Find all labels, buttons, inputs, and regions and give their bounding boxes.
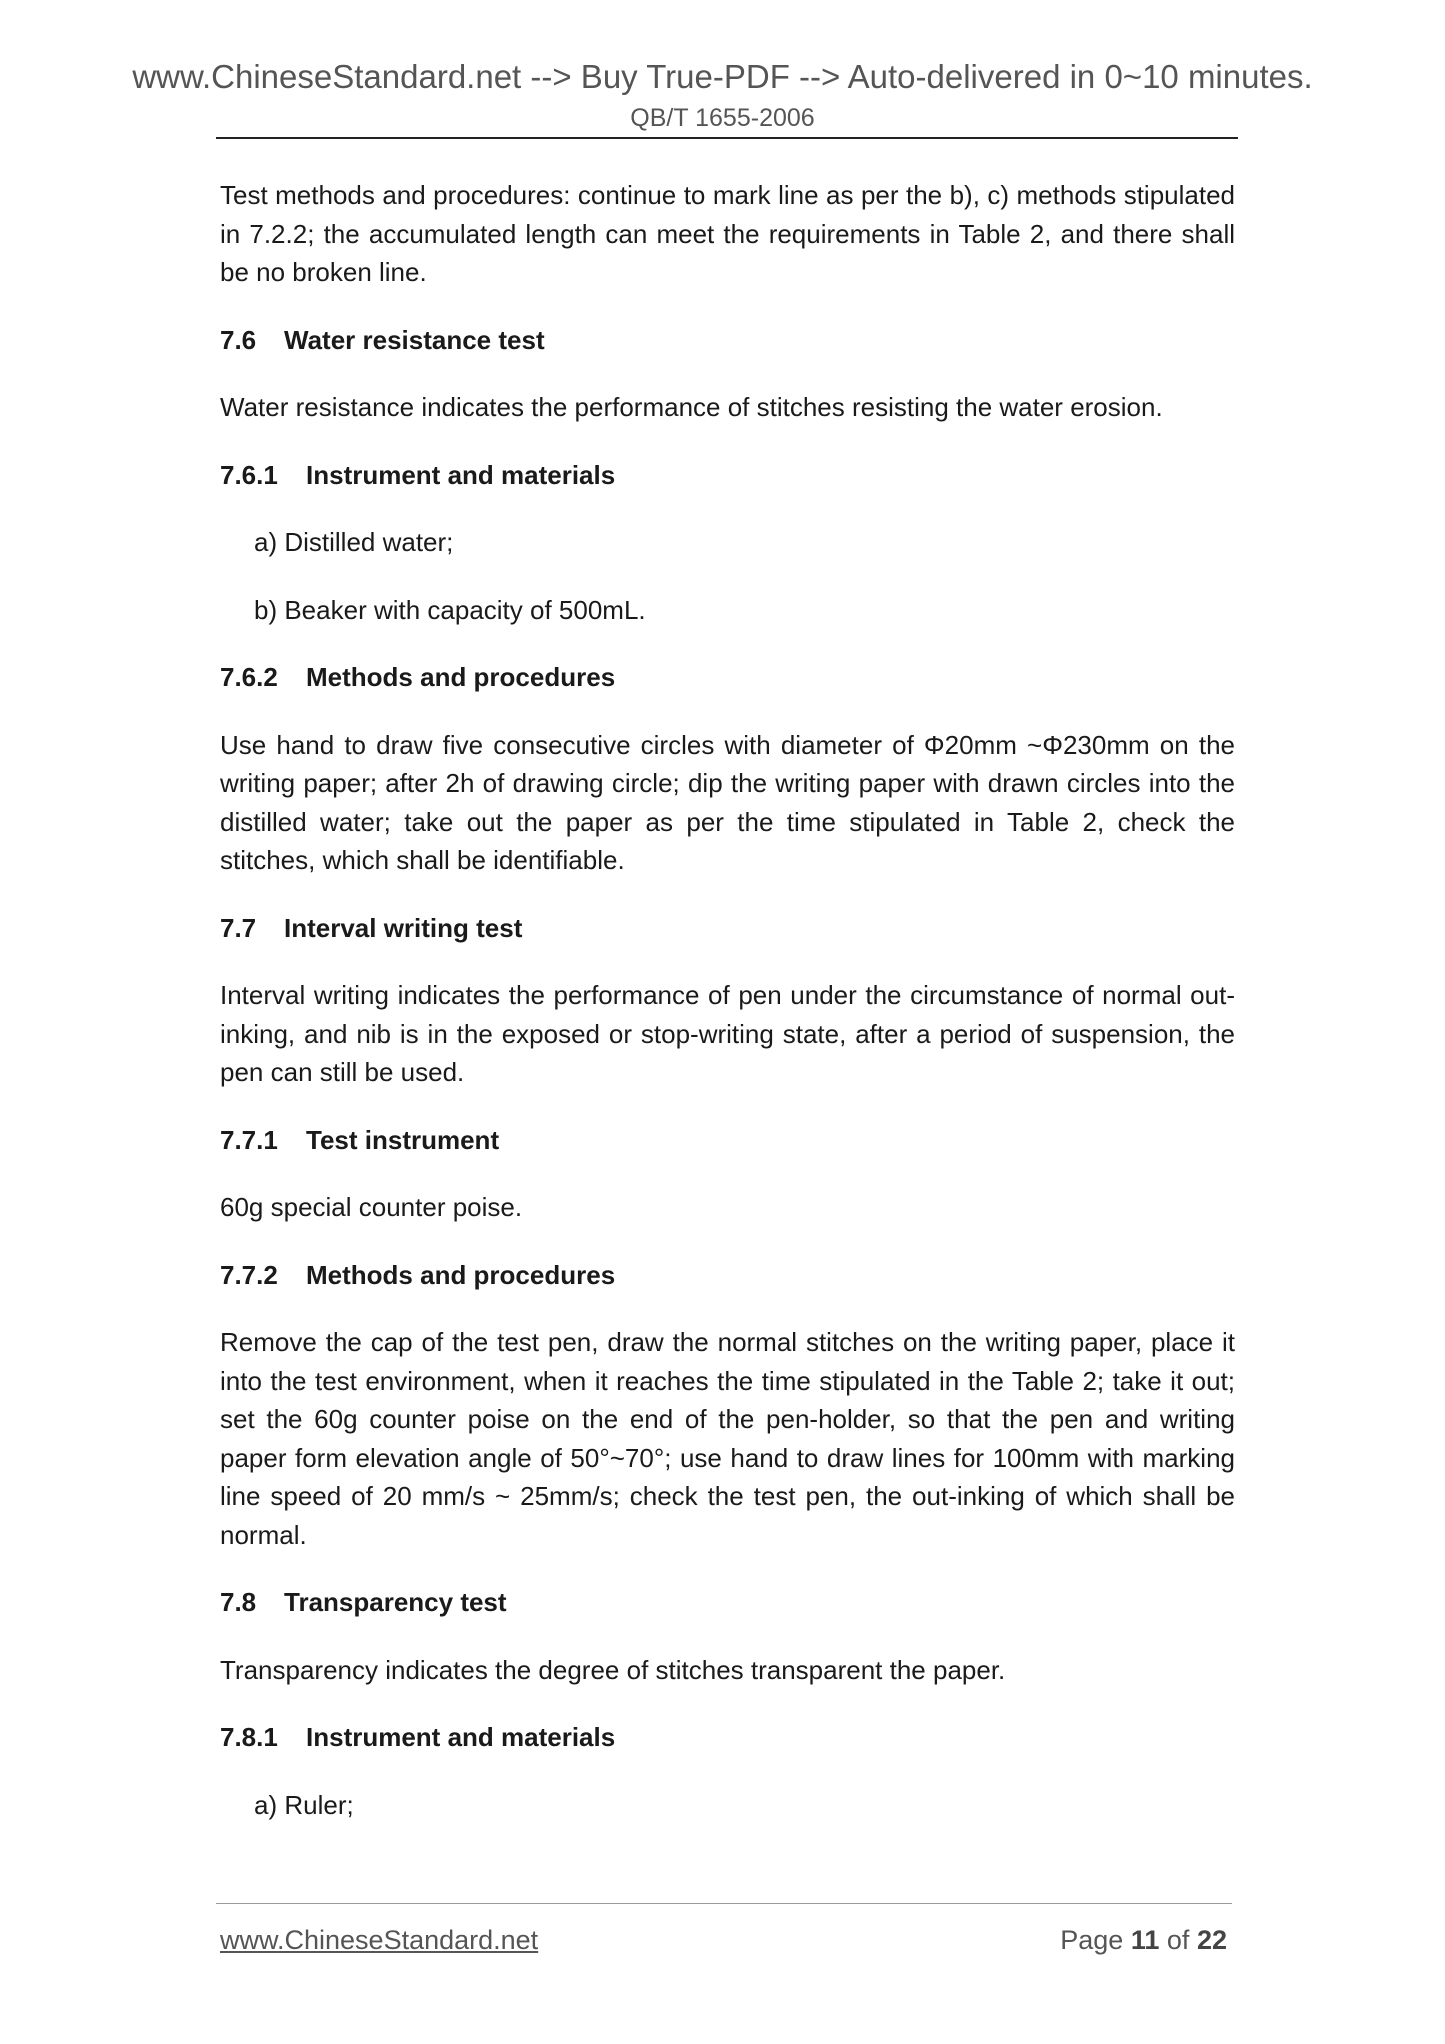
header-banner: www.ChineseStandard.net --> Buy True-PDF --> Auto-delivered in 0~10 minutes. — [132, 58, 1313, 95]
document-body — [220, 176, 1235, 1853]
section-paragraph: Remove the cap of the test pen, draw the normal stitches on the writing paper, place it into the test environment, when it reaches the time stipulated in the Table 2; take it out; set the 60g counter poise on the end of the pen-holder, so that the pen and writing paper form elevation angle of 50°~70°; use hand to draw lines for 100mm with marking line speed of 20 mm/s ~ 25mm/s; check the test pen, the out-inking of which shall be normal. — [220, 1327, 1235, 1550]
section-paragraph: Water resistance indicates the performance of stitches resisting the water erosion. — [220, 392, 1163, 422]
section-title: Methods and procedures — [306, 1259, 616, 1290]
list-item: a) Ruler; — [254, 1789, 354, 1820]
section-title: Instrument and materials — [306, 1722, 616, 1752]
intro-paragraph: Test methods and procedures: continue to mark line as per the b), c) methods stipulated in 7.2.2; the accumulated length can meet the requirements in Table 2, and there shall be no broken line. — [220, 180, 1235, 287]
list-item: a) Distilled water; — [254, 527, 454, 557]
section-heading-7-6-2 — [220, 658, 1235, 697]
section-paragraph: 60g special counter poise. — [220, 1192, 523, 1222]
page-of: of — [1166, 1925, 1190, 1955]
page-current: 11 — [1130, 1925, 1160, 1955]
page-total: 22 — [1196, 1925, 1227, 1955]
section-title: Test instrument — [306, 1124, 500, 1155]
section-number: 7.7 — [220, 912, 257, 943]
section-heading-7-7-1 — [220, 1121, 1235, 1160]
section-heading-7-6 — [220, 321, 1235, 360]
section-heading-7-7 — [220, 909, 1235, 948]
footer-divider — [216, 1903, 1232, 1904]
section-title: Interval writing test — [284, 912, 523, 943]
header-divider — [216, 137, 1238, 139]
section-number: 7.7.1 — [220, 1124, 278, 1155]
page-word: Page — [1060, 1925, 1124, 1955]
page-indicator — [1060, 1925, 1227, 1956]
section-paragraph: Use hand to draw five consecutive circles with diameter of Φ20mm ~Φ230mm on the writing paper; after 2h of drawing circle; dip the writing paper with drawn circles into the distilled water; take out the paper as per the time stipulated in Table 2, check the stitches, which shall be identifiable. — [220, 729, 1235, 875]
section-heading-7-8-1 — [220, 1718, 1235, 1757]
section-number: 7.6.2 — [220, 662, 278, 692]
section-paragraph: Interval writing indicates the performance of pen under the circumstance of normal out-inking, and nib is in the exposed or stop-writing state, after a period of suspension, the pen can still be used. — [220, 980, 1235, 1087]
standard-code: QB/T 1655-2006 — [630, 104, 815, 132]
section-number: 7.8.1 — [220, 1722, 278, 1752]
section-number: 7.6.1 — [220, 459, 278, 490]
section-title: Transparency test — [284, 1587, 507, 1617]
section-number: 7.8 — [220, 1587, 257, 1617]
section-number: 7.7.2 — [220, 1259, 278, 1290]
section-title: Methods and procedures — [306, 662, 616, 692]
section-heading-7-8 — [220, 1583, 1235, 1622]
section-title: Water resistance test — [284, 324, 545, 355]
section-title: Instrument and materials — [306, 459, 616, 490]
section-heading-7-6-1 — [220, 456, 1235, 495]
section-paragraph: Transparency indicates the degree of stitches transparent the paper. — [220, 1654, 1006, 1685]
section-number: 7.6 — [220, 324, 257, 355]
list-item: b) Beaker with capacity of 500mL. — [254, 594, 646, 625]
section-heading-7-7-2 — [220, 1256, 1235, 1295]
footer-website-link[interactable]: www.ChineseStandard.net — [220, 1925, 539, 1955]
